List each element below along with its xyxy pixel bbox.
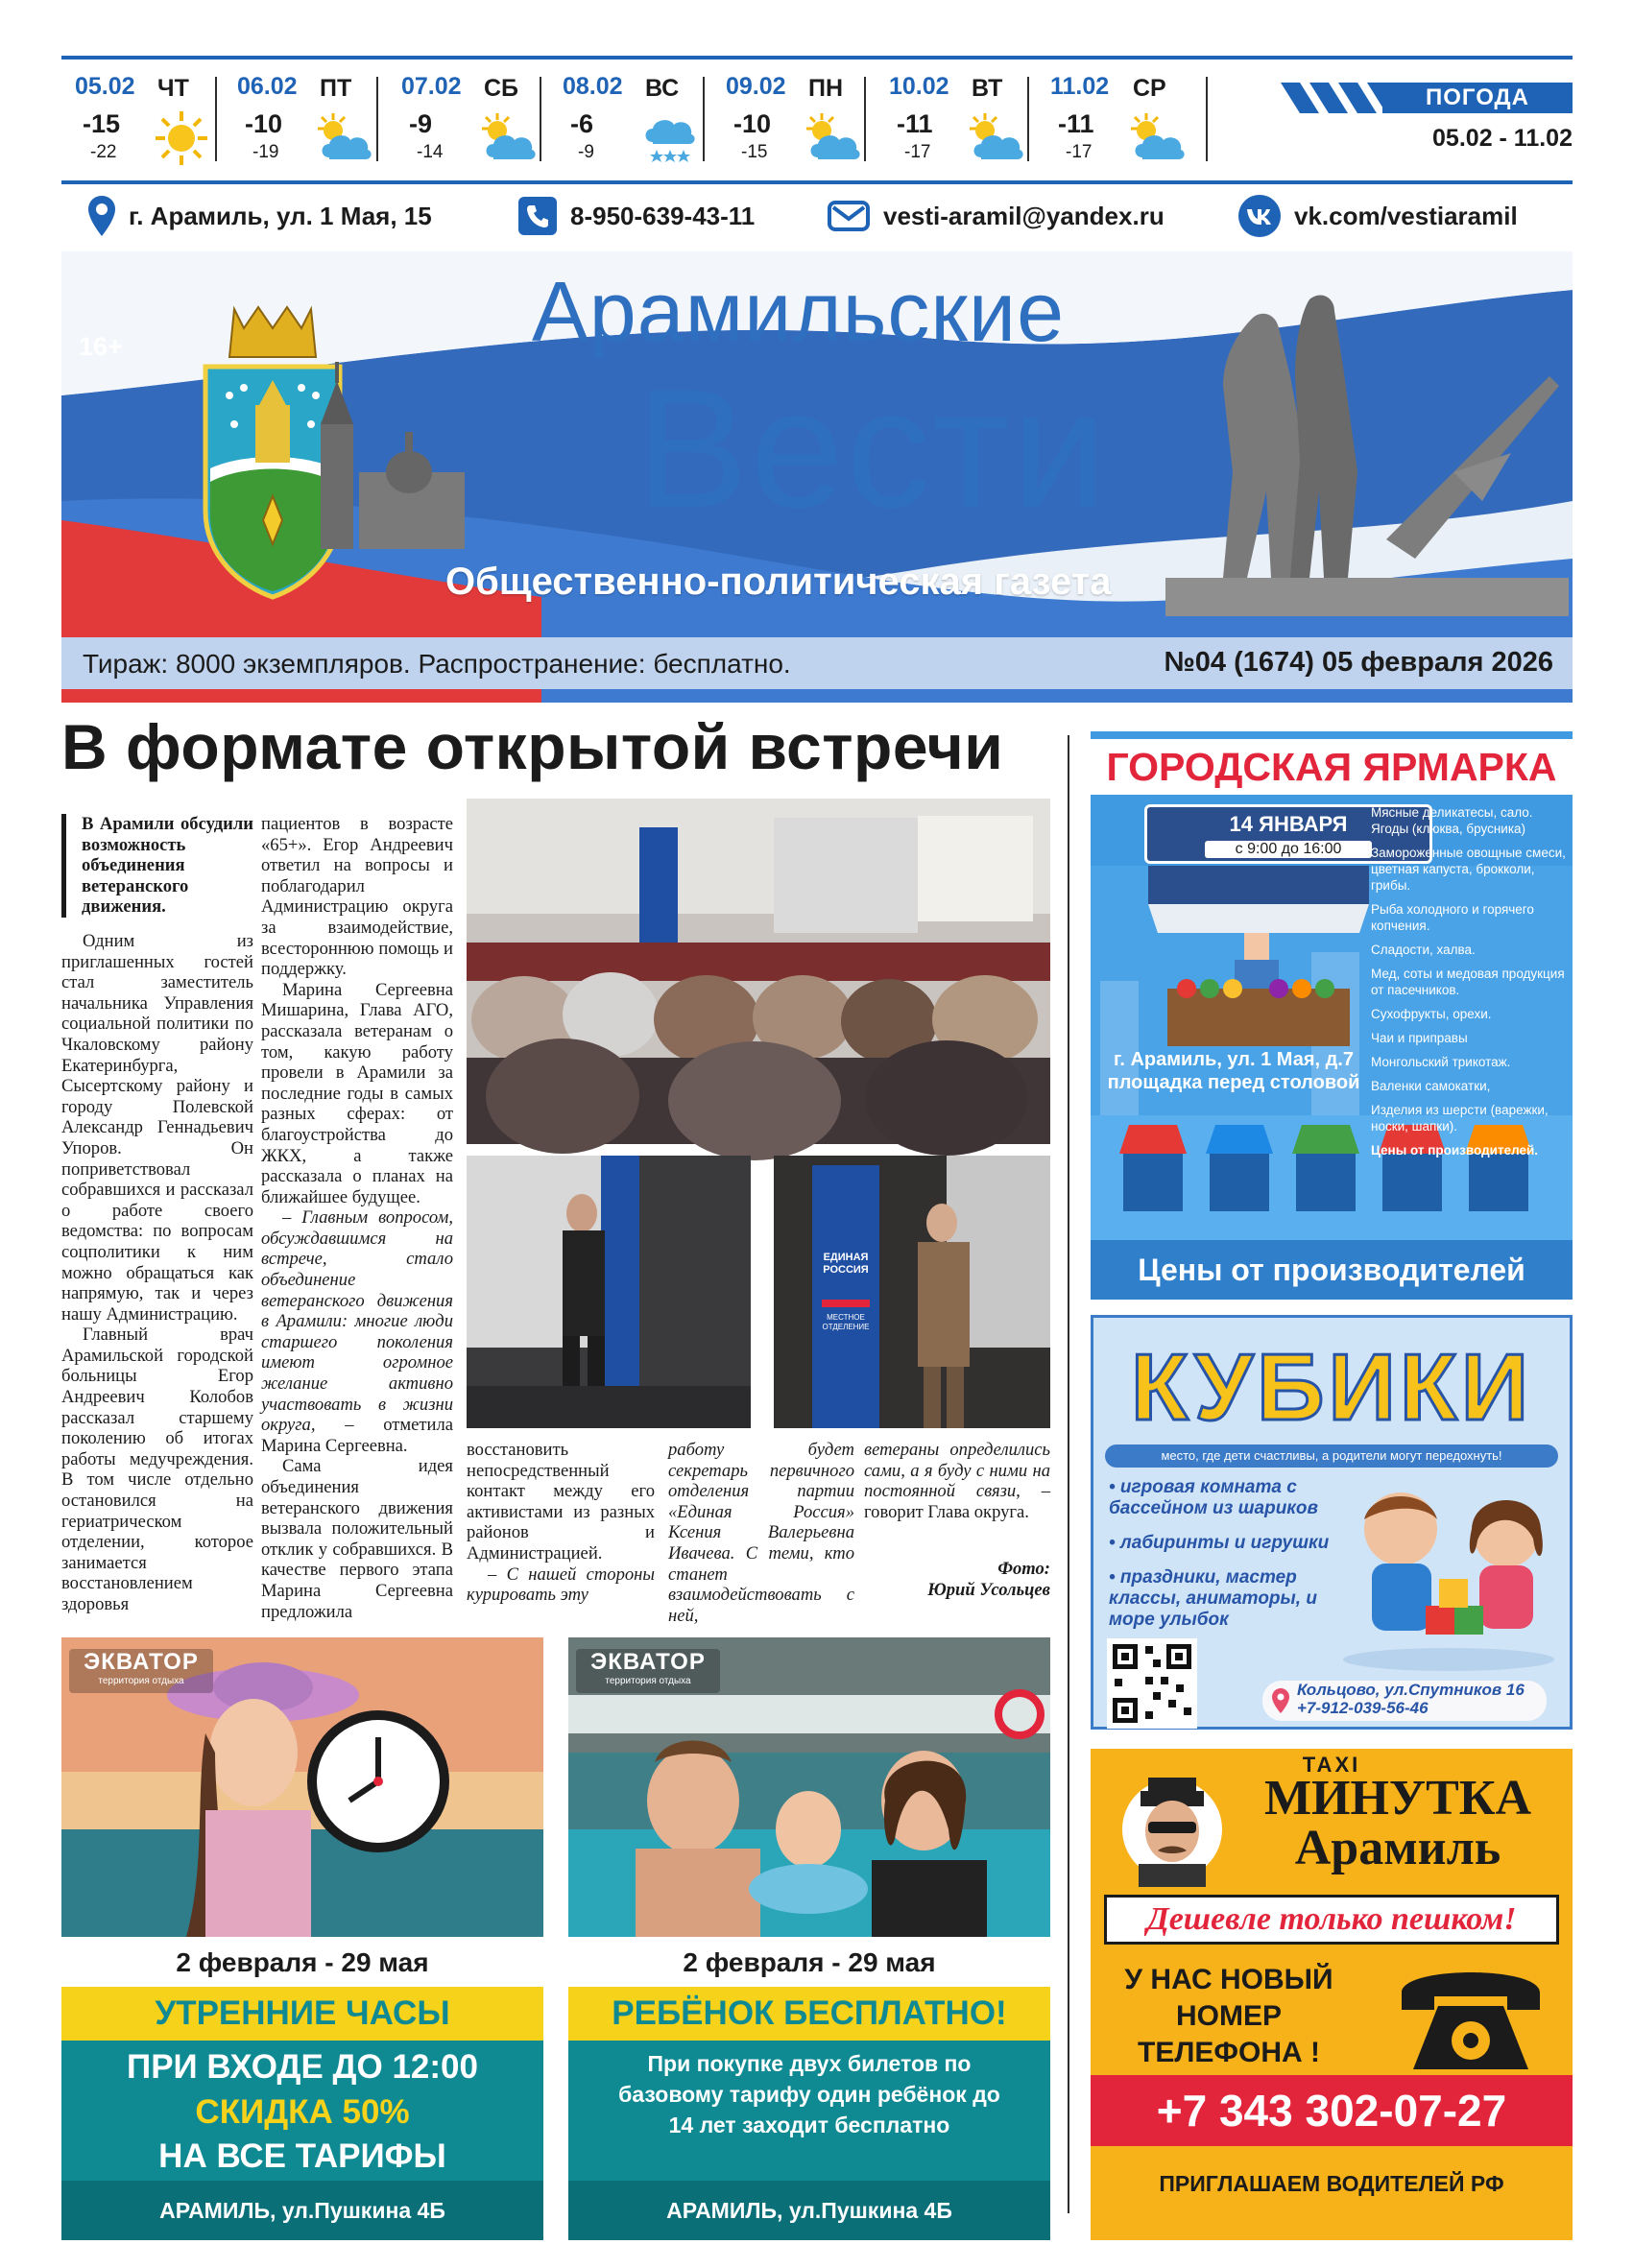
weather-temp-night: -14: [417, 142, 444, 162]
phone-icon: [518, 197, 557, 235]
fair-time: с 9:00 до 16:00: [1205, 841, 1372, 858]
weather-date: 06.02: [237, 73, 298, 100]
weather-weekday: СР: [1133, 75, 1166, 102]
fair-product-list: [1371, 804, 1569, 1166]
article-quote-paragraph: [668, 1440, 854, 1626]
weather-day: [61, 67, 213, 173]
ekvator-logo-text: ЭКВАТОР: [84, 1649, 199, 1675]
article-paragraph: Марина Сергеевна Мишарина, Глава АГО, рассказала ветеранам о том, какую работу провели в Арамили за последние годы в самых разных сферах: от благоустройства до ЖКХ, а также рассказала о планах на ближайшее будущее.: [261, 979, 453, 1207]
weather-temp-day: -15: [83, 109, 121, 138]
article-quote-paragraph: [467, 1564, 655, 1606]
newspaper-name-main: Вести: [636, 355, 1109, 543]
article-quote: – Главным вопросом, обсуждавшимся на встрече, стало объединение ветеранского движения в Арамили: многие люди старшего поколения имеют огромное желание активно участвовать в жизни округа,: [261, 1207, 453, 1436]
ekvator-date-range: 2 февраля - 29 мая: [61, 1937, 543, 1989]
kubiki-feature-list: [1109, 1477, 1339, 1644]
taxi-brand-line: Арамиль: [1294, 1821, 1501, 1875]
kubiki-phone: +7-912-039-56-46: [1297, 1699, 1429, 1717]
taxi-brand: [1235, 1771, 1561, 1875]
weather-divider: [1027, 77, 1029, 161]
weather-day: [549, 67, 701, 173]
weather-temp-day: -6: [570, 109, 594, 138]
fair-product-item: Сухофрукты, орехи.: [1371, 1007, 1492, 1021]
banner-party-name: ЕДИНАЯ РОССИЯ: [823, 1252, 869, 1276]
weather-date: 05.02: [75, 73, 135, 100]
speaker-man-photo-illustration: [467, 1156, 751, 1428]
weather-temp-day: -9: [409, 109, 433, 138]
ad-ekvator-free-child[interactable]: [568, 1637, 1050, 2240]
photo-speaker-man: [467, 1156, 751, 1428]
fair-title: ГОРОДСКАЯ ЯРМАРКА: [1091, 739, 1573, 795]
ekvator-offer-line: ПРИ ВХОДЕ ДО 12:00: [127, 2048, 478, 2086]
article-headline: В формате открытой встречи: [61, 711, 1004, 782]
weather-divider: [215, 77, 217, 161]
weather-date-range: 05.02 - 11.02: [1432, 125, 1573, 152]
article-quote: ветераны определились сами, а я буду с ними на постоянной связи,: [864, 1440, 1050, 1502]
weather-temp-day: -11: [897, 109, 933, 138]
contact-email[interactable]: [828, 192, 1165, 240]
article-quote-paragraph: [261, 1207, 453, 1456]
weather-day: [388, 67, 540, 173]
article-attribution: – отметила Марина Сергеевна.: [261, 1415, 453, 1456]
fair-product-item: Чаи и приправы: [1371, 1031, 1468, 1045]
fair-product-item: Замороженные овощные смеси, цветная капуста, брокколи, грибы.: [1371, 846, 1566, 893]
circulation-info: Тираж: 8000 экземпляров. Распространение: бесплатно.: [83, 649, 791, 679]
ekvator-discount: СКИДКА 50%: [195, 2093, 410, 2131]
taxi-slogan: Дешевле только пешком!: [1104, 1895, 1559, 1945]
contact-address-text: г. Арамиль, ул. 1 Мая, 15: [129, 201, 432, 230]
weather-weekday: СБ: [484, 75, 519, 102]
taxi-driver-portrait: [1119, 1772, 1225, 1887]
speaker-woman-photo-illustration: [774, 1156, 1050, 1428]
article-column-2: [261, 814, 453, 1622]
ekvator-logo: [576, 1649, 720, 1693]
fair-footer: Цены от производителей: [1091, 1240, 1573, 1300]
ekvator-logo-subtitle: территория отдыха: [98, 1676, 184, 1686]
article-column-4: [668, 1440, 854, 1626]
contact-phone-text: 8-950-639-43-11: [570, 201, 756, 230]
newspaper-subtitle: Общественно-политическая газета: [445, 561, 1112, 603]
fair-address-line: площадка перед столовой: [1107, 1072, 1360, 1093]
fair-address-line: г. Арамиль, ул. 1 Мая, д.7: [1114, 1049, 1354, 1070]
article-column-3: [467, 1440, 655, 1606]
partly-cloudy-icon: [312, 109, 375, 167]
kubiki-logo-text: КУБИКИ: [1130, 1334, 1533, 1440]
ekvator-offer-text: При покупке двух билетов по базовому тарифу один ребёнок до 14 лет заходит бесплатно: [618, 2051, 1000, 2137]
weather-day: [712, 67, 864, 173]
ad-ekvator-morning-hours[interactable]: [61, 1637, 543, 2240]
issue-number: №04 (1674) 05 февраля 2026: [1164, 647, 1553, 678]
fair-product-note: Цены от производителей.: [1371, 1143, 1539, 1158]
banner-party-subtitle: МЕСТНОЕ ОТДЕЛЕНИЕ: [822, 1313, 870, 1331]
weather-divider: [703, 77, 705, 161]
masthead: [61, 251, 1573, 703]
fair-product-item: Сладости, халва.: [1371, 943, 1476, 957]
ekvator-date-range: 2 февраля - 29 мая: [568, 1937, 1050, 1989]
ad-kubiki[interactable]: [1091, 1315, 1573, 1730]
vk-icon: [1238, 195, 1281, 237]
ekvator-offer-details: [61, 2041, 543, 2181]
taxi-brand-line: МИНУТКА: [1263, 1771, 1532, 1826]
weather-weekday: ЧТ: [157, 75, 189, 102]
weather-day: [1037, 67, 1189, 173]
weather-date: 07.02: [401, 73, 462, 100]
photo-audience: [467, 799, 1050, 1144]
fair-product-item: Мед, соты и медовая продукция от пасечников.: [1371, 967, 1565, 997]
weather-weekday: ПН: [808, 75, 844, 102]
ekvator-offer-title: УТРЕННИЕ ЧАСЫ: [61, 1987, 543, 2041]
column-divider: [1068, 735, 1069, 2213]
weather-date: 11.02: [1050, 73, 1110, 100]
fair-address: [1094, 1048, 1373, 1094]
email-icon: [828, 201, 870, 231]
article-paragraph: Сама идея объединения ветеранского движения вызвала положительный отклик у собравшихся. В качестве первого этапа Марина Сергеевна предложила: [261, 1456, 453, 1622]
weather-divider: [1206, 77, 1208, 161]
contact-phone[interactable]: [518, 192, 755, 240]
fair-product-item: Монгольский трикотаж.: [1371, 1055, 1511, 1069]
photo-credit: [864, 1559, 1050, 1600]
partly-cloudy-icon: [801, 109, 864, 167]
weather-divider: [376, 77, 378, 161]
taxi-phone-number[interactable]: +7 343 302-07-27: [1091, 2075, 1573, 2146]
photo-credit-name: Юрий Усольцев: [927, 1579, 1050, 1600]
photo-speaker-woman: [774, 1156, 1050, 1428]
kubiki-tagline: место, где дети счастливы, а родители могут передохнуть!: [1105, 1444, 1558, 1468]
telephone-icon: [1394, 1954, 1548, 2073]
ad-taxi-minutka[interactable]: [1091, 1749, 1573, 2240]
ekvator-address: АРАМИЛЬ, ул.Пушкина 4Б: [61, 2181, 543, 2240]
kubiki-feature-item: • праздники, мастер классы, аниматоры, и море улыбок: [1109, 1567, 1317, 1630]
partly-cloudy-icon: [1125, 109, 1189, 167]
photo-credit-label: Фото:: [997, 1559, 1050, 1579]
weather-top-rule: [61, 56, 1573, 60]
kubiki-address-block: [1262, 1681, 1547, 1721]
location-pin-icon: [88, 196, 115, 236]
weather-date: 09.02: [726, 73, 786, 100]
weather-temp-day: -11: [1058, 109, 1094, 138]
fair-product-item: Рыба холодного и горячего копчения.: [1371, 902, 1534, 933]
age-rating: 16+: [79, 332, 123, 361]
children-playing-illustration: [1333, 1471, 1564, 1673]
monument-illustration: [1165, 290, 1569, 616]
ekvator-logo-text: ЭКВАТОР: [590, 1649, 706, 1675]
taxi-new-number-message: У НАС НОВЫЙ НОМЕР ТЕЛЕФОНА !: [1124, 1964, 1333, 2068]
fair-product-item: Изделия из шерсти (варежки, носки, шапки).: [1371, 1103, 1549, 1134]
fair-product-item: Валенки самокатки,: [1371, 1079, 1491, 1093]
weather-date: 08.02: [563, 73, 623, 100]
ekvator-offer-title: РЕБЁНОК БЕСПЛАТНО!: [568, 1987, 1050, 2041]
ekvator-offer-details: [568, 2041, 1050, 2181]
article-paragraph: Главный врач Арамильской городской больницы Егор Андреевич Колобов рассказал старшему поколению об итогах работы медучреждения. В том числе отдельно остановился на гериатрическом отделении, которое занимается восстановлением здоровья: [61, 1325, 253, 1614]
ekvator-address: АРАМИЛЬ, ул.Пушкина 4Б: [568, 2181, 1050, 2240]
weather-temp-day: -10: [733, 109, 772, 138]
partly-cloudy-icon: [964, 109, 1027, 167]
ekvator-offer-line: НА ВСЕ ТАРИФЫ: [158, 2137, 446, 2175]
article-column-5: [864, 1440, 1050, 1555]
weather-weekday: ВС: [645, 75, 680, 102]
audience-photo-illustration: [467, 799, 1050, 1144]
weather-day: [224, 67, 375, 173]
location-pin-icon: [1272, 1688, 1289, 1713]
weather-day: [876, 67, 1027, 173]
weather-divider: [540, 77, 541, 161]
newspaper-name-top: Арамильские: [532, 264, 1066, 359]
weather-label: ПОГОДА: [1382, 83, 1573, 113]
church-illustration: [301, 357, 465, 549]
article-quote-paragraph: [864, 1440, 1050, 1522]
qr-code-icon[interactable]: [1107, 1638, 1197, 1729]
ekvator-logo: [69, 1649, 213, 1693]
fair-date: 14 ЯНВАРЯ: [1229, 812, 1348, 836]
contact-vk-text: vk.com/vestiaramil: [1294, 201, 1518, 230]
contact-vk[interactable]: [1238, 192, 1518, 240]
snow-icon: [637, 109, 701, 167]
contact-address: [88, 192, 432, 240]
weather-weekday: ПТ: [320, 75, 352, 102]
article-paragraph: восстановить непосредственный контакт между его активистами из разных районов и Администрацией.: [467, 1440, 655, 1564]
partly-cloudy-icon: [476, 109, 540, 167]
taxi-hiring-drivers: ПРИГЛАШАЕМ ВОДИТЕЛЕЙ РФ: [1159, 2171, 1504, 2196]
weather-temp-night: -17: [904, 142, 931, 162]
weather-temp-day: -10: [245, 109, 283, 138]
contact-top-rule: [61, 180, 1573, 184]
ekvator-logo-subtitle: территория отдыха: [605, 1676, 691, 1686]
kubiki-address: Кольцово, ул.Спутников 16: [1297, 1681, 1525, 1699]
weather-temp-night: -22: [90, 142, 117, 162]
article-lead: В Арамили обсудили возможность объединения ветеранского движения.: [61, 814, 253, 918]
kubiki-feature-item: • игровая комната с бассейном из шариков: [1109, 1477, 1319, 1518]
weather-temp-night: -15: [741, 142, 768, 162]
weather-weekday: ВТ: [972, 75, 1003, 102]
article-column-1: [61, 931, 253, 1614]
weather-temp-night: -17: [1066, 142, 1093, 162]
weather-temp-night: -19: [252, 142, 279, 162]
weather-temp-night: -9: [578, 142, 594, 162]
weather-divider: [864, 77, 866, 161]
sun-icon: [150, 109, 213, 167]
contact-email-text: vesti-aramil@yandex.ru: [883, 201, 1165, 230]
fair-product-item: Мясные деликатесы, сало. Ягоды (клюква, брусника): [1371, 805, 1533, 836]
kubiki-feature-item: • лабиринты и игрушки: [1109, 1533, 1330, 1553]
article-quote: работу будет секретарь первичного отделения партии «Единая Россия» Ксения Валерьевна Ивачева. С теми, кто станет взаимодействовать с ней,: [668, 1440, 854, 1626]
taxi-label: TAXI: [1302, 1753, 1361, 1777]
weather-date: 10.02: [889, 73, 949, 100]
article-quote: – С нашей стороны курировать эту: [467, 1564, 655, 1606]
article-paragraph: пациентов в возрасте «65+». Егор Андреевич ответил на вопросы и поблагодарил Администрацию округа за взаимодействие, всестороннюю помощь и поддержку.: [261, 814, 453, 980]
article-attribution: – говорит Глава округа.: [864, 1481, 1050, 1522]
article-paragraph: Одним из приглашенных гостей стал заместитель начальника Управления социальной политики по Чкаловскому району Екатеринбурга, Сысертскому району и городу Полевской Александр Геннадьевич Упоров. Он поприветствовал собравшихся и рассказал о работе своего ведомства: по вопросам соцполитики к ним можно обращаться как напрямую, так и через нашу Администрацию.: [61, 931, 253, 1325]
ad-city-fair[interactable]: [1091, 731, 1573, 1300]
